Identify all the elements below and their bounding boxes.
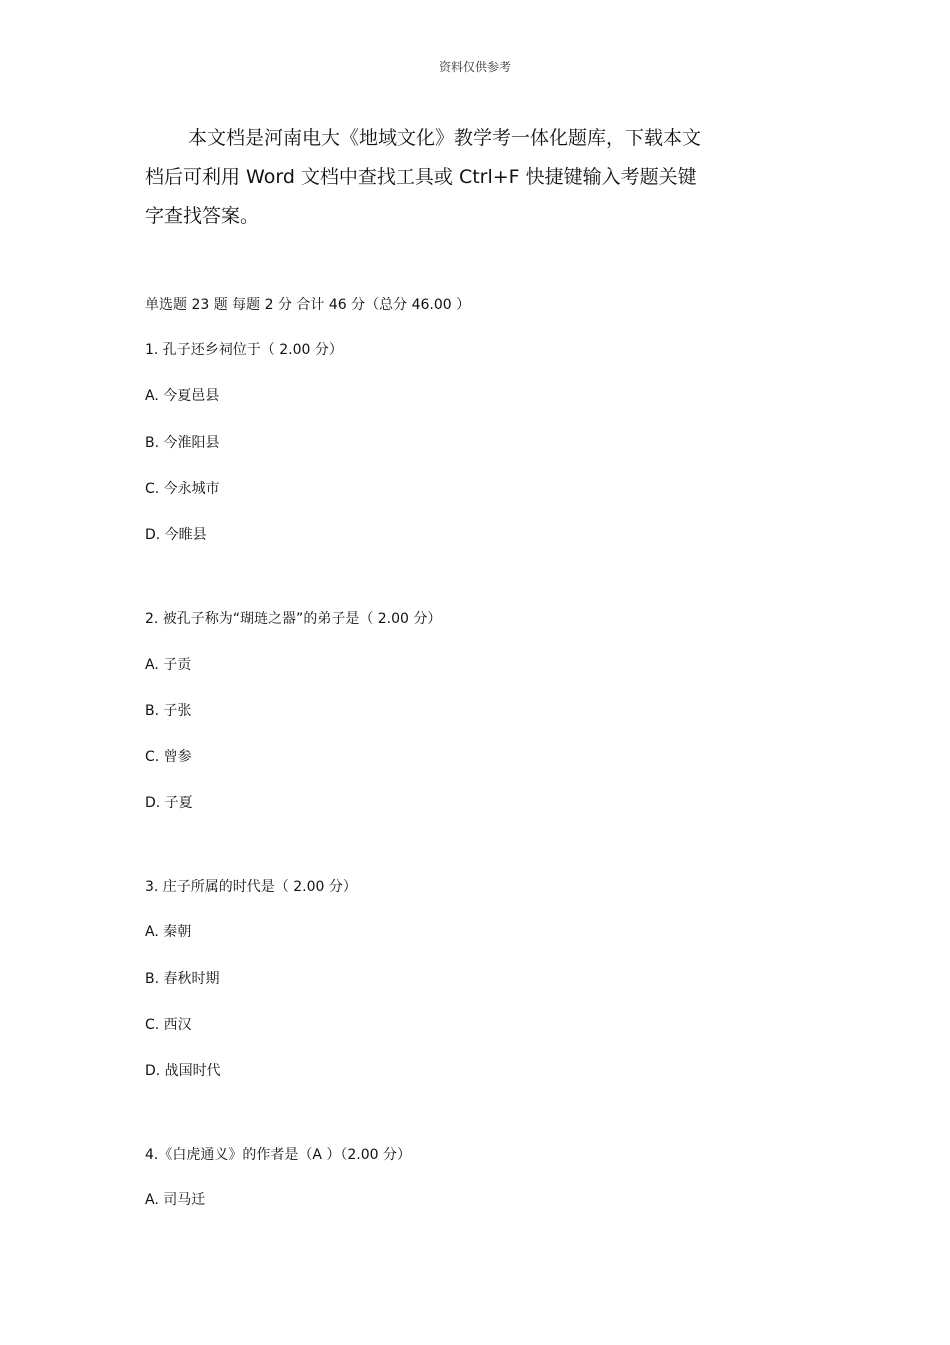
page-header: 资料仅供参考 xyxy=(438,60,511,74)
question-3-option-d: D. 战国时代 xyxy=(145,1063,221,1079)
question-4-option-a: A. 司马迁 xyxy=(145,1192,206,1208)
intro-line-1: 本文档是河南电大《地域文化》教学考一体化题库，下载本文 xyxy=(188,127,702,149)
question-2-option-c: C. 曾参 xyxy=(145,749,192,765)
question-3-option-b: B. 春秋时期 xyxy=(145,971,220,987)
question-4: 4.《白虎通义》的作者是（A ）（2.00 分） xyxy=(145,1147,412,1163)
question-1-option-a: A. 今夏邑县 xyxy=(145,388,220,404)
question-1: 1. 孔子还乡祠位于（ 2.00 分） xyxy=(145,342,343,358)
question-3-option-a: A. 秦朝 xyxy=(145,924,192,940)
question-2: 2. 被孔子称为“瑚琏之器”的弟子是（ 2.00 分） xyxy=(145,611,442,627)
question-2-option-b: B. 子张 xyxy=(145,703,192,719)
intro-line-2: 档后可利用 Word 文档中查找工具或 Ctrl+F 快捷键输入考题关键 xyxy=(145,166,697,188)
question-3: 3. 庄子所属的时代是（ 2.00 分） xyxy=(145,879,357,895)
question-1-option-d: D. 今睢县 xyxy=(145,527,207,543)
question-1-option-c: C. 今永城市 xyxy=(145,481,220,497)
question-2-option-d: D. 子夏 xyxy=(145,795,193,811)
question-3-option-c: C. 西汉 xyxy=(145,1017,192,1033)
question-2-option-a: A. 子贡 xyxy=(145,657,192,673)
section-summary: 单选题 23 题 每题 2 分 合计 46 分（总分 46.00 ） xyxy=(145,297,471,313)
intro-line-3: 字查找答案。 xyxy=(145,205,260,227)
question-1-option-b: B. 今淮阳县 xyxy=(145,435,220,451)
